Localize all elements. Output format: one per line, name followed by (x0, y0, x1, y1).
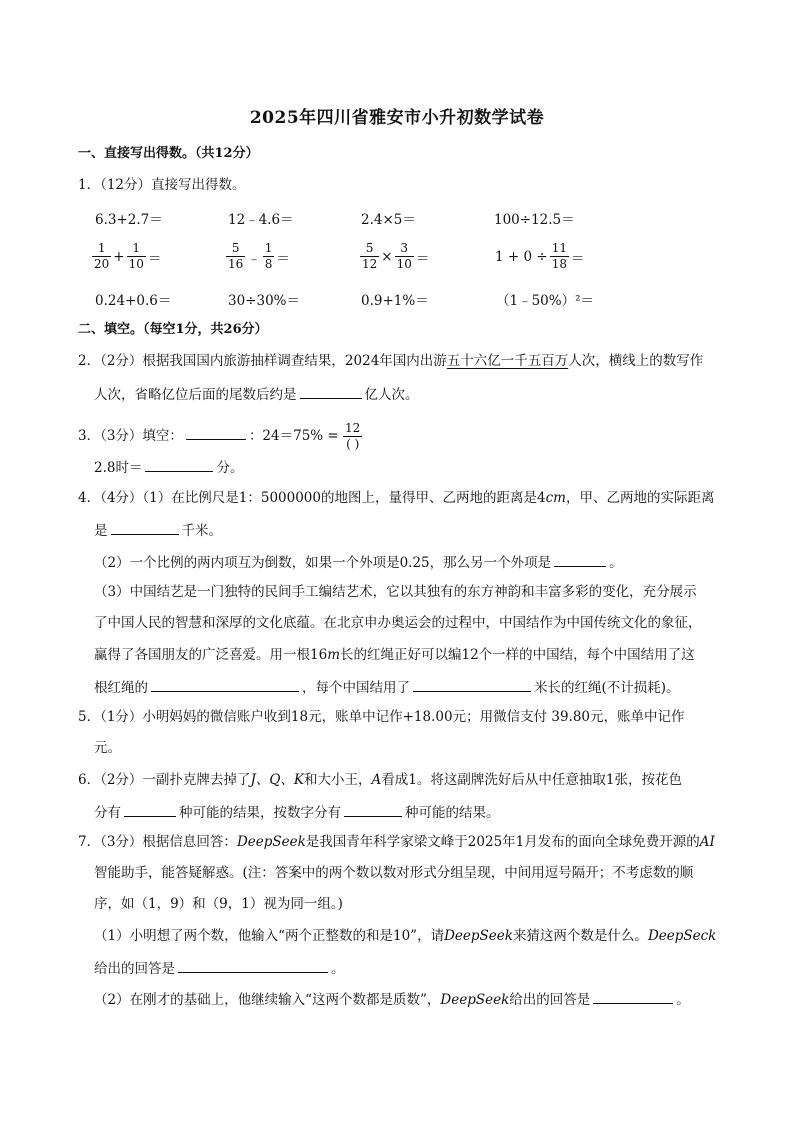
question-6-line-1: 6．（2分）一副扑克牌去掉了J、Q、K和大小王，A看成1。将这副牌洗好后从中任意抽取1张，按花色 (78, 772, 682, 788)
question-3-line-2: 2.8时＝ 分。 (94, 457, 243, 477)
answer-blank[interactable] (593, 989, 673, 1004)
answer-blank[interactable] (413, 677, 531, 692)
answer-blank[interactable] (151, 677, 299, 692)
calc-1-4: 100÷12.5＝ (494, 212, 575, 228)
fraction: $\frac{1}{8}$ (264, 241, 273, 271)
question-7-line-4: （1）小明想了两个数，他输入“两个正整数的和是10”，请DeepSeek来猜这两个数是什么。DeepSeck (94, 928, 717, 944)
fraction: $\frac{5}{12}$ (362, 241, 378, 271)
calc-2-1: $\frac{1}{20}$ + $\frac{1}{10}$ ＝ (94, 241, 162, 271)
underlined-number-words: 五十六亿一千五百万 (446, 353, 569, 369)
question-4-line-7: 根红绳的 ，每个中国结用了 米长的红绳(不计损耗)。 (94, 677, 680, 697)
answer-blank[interactable] (111, 520, 179, 535)
fraction: $\frac{11}{18}$ (551, 241, 567, 271)
question-4-line-3: （2）一个比例的两内项互为倒数，如果一个外项是0.25，那么另一个外项是 。 (94, 552, 623, 572)
question-6-line-2: 分有 种可能的结果，按数字分有 种可能的结果。 (94, 802, 500, 822)
calc-3-3: 0.9+1%＝ (361, 293, 429, 309)
calc-3-2: 30÷30%＝ (228, 293, 300, 309)
calc-1-2: 12﹣4.6＝ (228, 212, 294, 228)
fraction: $\frac{1}{20}$ (94, 241, 110, 271)
calc-1-3: 2.4×5＝ (361, 212, 416, 228)
answer-blank[interactable] (178, 958, 328, 973)
question-2-line-2: 人次，省略亿位后面的尾数后约是 亿人次。 (94, 384, 419, 404)
question-4-line-4: （3）中国结艺是一门独特的民间手工编结艺术，它以其独有的东方神韵和丰富多彩的变化，充分展示 (94, 584, 697, 600)
calc-1-1: 6.3+2.7＝ (95, 212, 163, 228)
question-4-line-2: 是 千米。 (94, 520, 222, 540)
question-7-line-1: 7．（3分）根据信息回答：DeepSeek是我国青年科学家梁文峰于2025年1月发布的面向全球免费开源的AI (78, 834, 715, 850)
calc-2-4: 1 + 0 ÷ $\frac{11}{18}$ ＝ (495, 241, 585, 271)
section-heading-2: 二、填空。（每空1分，共26分） (78, 322, 268, 337)
question-7-line-5: 给出的回答是 。 (94, 958, 345, 978)
answer-blank[interactable] (186, 425, 246, 440)
fraction: $\frac{12}{( )}$ (345, 421, 361, 451)
question-7-line-3: 序，如（1，9）和（9，1）视为同一组。) (94, 896, 343, 912)
question-5-line-1: 5．（1分）小明妈妈的微信账户收到18元，账单中记作+18.00元；用微信支付 39.80元，账单中记作 (78, 709, 685, 725)
question-3-line-1: 3．（3分）填空： ：24＝75% = $\frac{12}{( )}$ (78, 421, 361, 451)
calc-2-3: $\frac{5}{12}$ × $\frac{3}{10}$ ＝ (362, 241, 430, 271)
calc-3-1: 0.24+0.6＝ (95, 293, 172, 309)
question-5-line-2: 元。 (94, 740, 121, 756)
fraction: $\frac{1}{10}$ (128, 241, 144, 271)
answer-blank[interactable] (344, 802, 402, 817)
calc-2-2: $\frac{5}{16}$ ﹣ $\frac{1}{8}$ ＝ (228, 241, 290, 271)
question-7-line-6: （2）在刚才的基础上，他继续输入“这两个数都是质数”，DeepSeek给出的回答是 。 (94, 989, 690, 1009)
answer-blank[interactable] (554, 552, 606, 567)
calc-3-4: （1﹣50%）²＝ (496, 293, 595, 309)
answer-blank[interactable] (300, 384, 362, 399)
question-4-line-6: 赢得了各国朋友的广泛喜爱。用一根16m长的红绳正好可以编12个一样的中国结，每个中国结用了这 (94, 647, 695, 663)
question-1-label: 1．（12分）直接写出得数。 (78, 177, 246, 193)
answer-blank[interactable] (124, 802, 176, 817)
question-7-line-2: 智能助手，能答疑解惑。(注：答案中的两个数以数对形式分组呈现，中间用逗号隔开；不考虑数的顺 (94, 865, 694, 881)
fraction: $\frac{5}{16}$ (228, 241, 244, 271)
fraction: $\frac{3}{10}$ (396, 241, 412, 271)
page-title: 2025年四川省雅安市小升初数学试卷 (249, 108, 545, 128)
section-heading-1: 一、直接写出得数。（共12分） (78, 146, 259, 161)
question-4-line-5: 了中国人民的智慧和深厚的文化底蕴。在北京申办奥运会的过程中，中国结作为中国传统文化的象征， (94, 615, 702, 631)
question-2-line-1: 2．（2分）根据我国国内旅游抽样调查结果，2024年国内出游五十六亿一千五百万人次，横线上的数写作 (78, 353, 704, 369)
answer-blank[interactable] (145, 457, 213, 472)
question-4-line-1: 4．（4分）（1）在比例尺是1：5000000的地图上，量得甲、乙两地的距离是4cm，甲、乙两地的实际距离 (78, 490, 715, 506)
